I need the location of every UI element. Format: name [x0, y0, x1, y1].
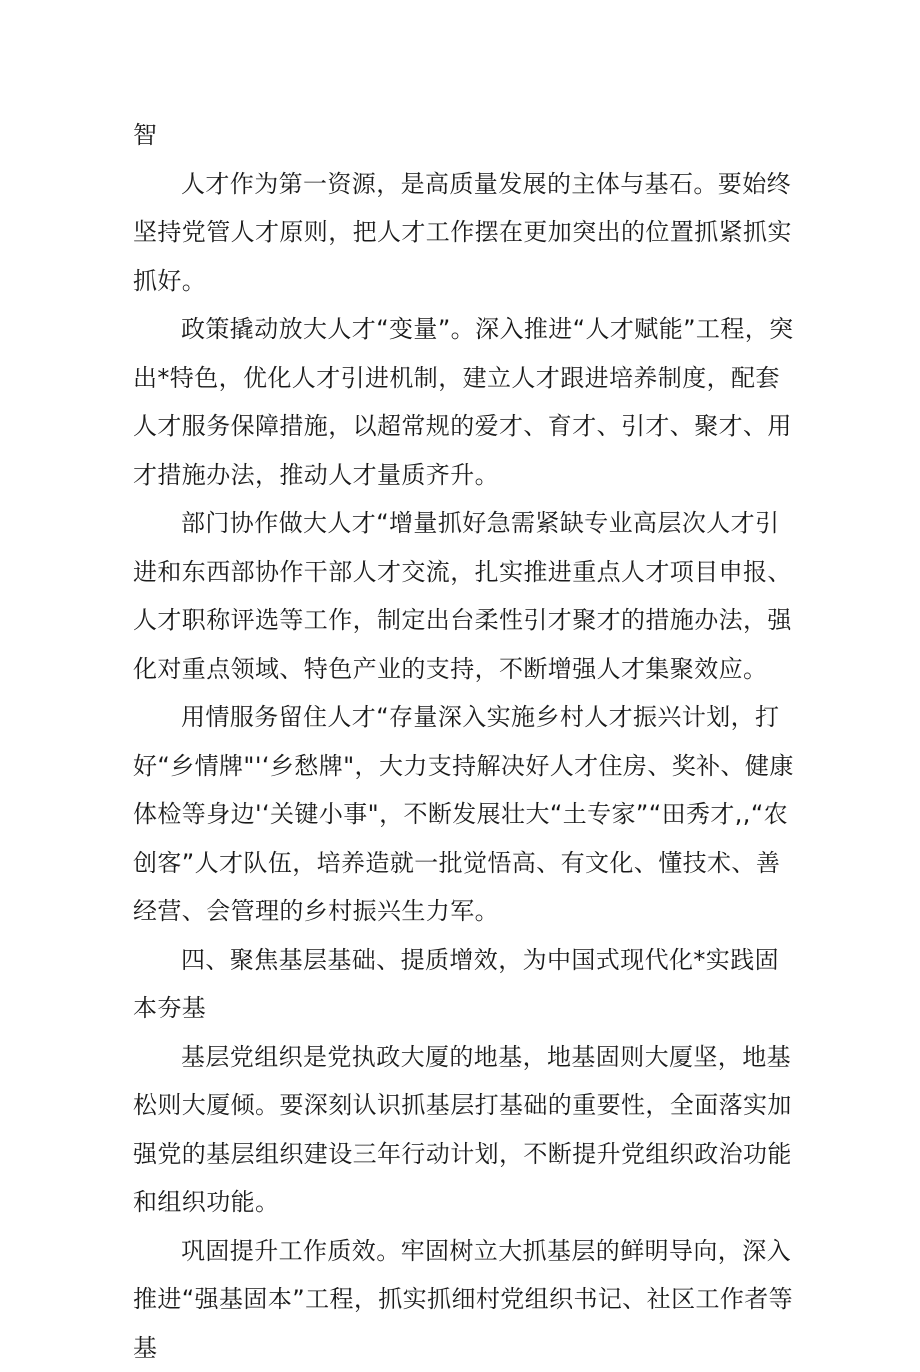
- paragraph-talent-resource: 人才作为第一资源，是高质量发展的主体与基石。要始终坚持党管人才原则，把人才工作摆在更加突出的位置抓紧抓实抓好。: [133, 160, 795, 306]
- paragraph-fragment: 智: [133, 111, 795, 160]
- paragraph-policy-variable: 政策撬动放大人才“变量”。深入推进“人才赋能”工程，突出*特色，优化人才引进机制，建立人才跟进培养制度，配套人才服务保障措施，以超常规的爱才、育才、引才、聚才、用才措施办法，推动人才量质齐升。: [133, 305, 795, 499]
- paragraph-department-increment: 部门协作做大人才“增量抓好急需紧缺专业高层次人才引进和东西部协作干部人才交流，扎实推进重点人才项目申报、人才职称评选等工作，制定出台柔性引才聚才的措施办法，强化对重点领域、特色产业的支持，不断增强人才集聚效应。: [133, 499, 795, 693]
- paragraph-grassroots-foundation: 基层党组织是党执政大厦的地基，地基固则大厦坚，地基松则大厦倾。要深刻认识抓基层打基础的重要性，全面落实加强党的基层组织建设三年行动计划，不断提升党组织政治功能和组织功能。: [133, 1033, 795, 1227]
- document-body: [133, 111, 795, 1372]
- paragraph-work-quality: 巩固提升工作质效。牢固树立大抓基层的鲜明导向，深入推进“强基固本”工程，抓实抓细村党组织书记、社区工作者等基: [133, 1227, 795, 1372]
- section-heading-four: 四、聚焦基层基础、提质增效，为中国式现代化*实践固本夯基: [133, 936, 795, 1033]
- paragraph-service-stock: 用情服务留住人才“存量深入实施乡村人才振兴计划，打好“乡情牌"'‘乡愁牌"，大力支持解决好人才住房、奖补、健康体检等身边'‘关键小事"，不断发展壮大“土专家”“田秀才,,“农创客”人才队伍，培养造就一批觉悟高、有文化、懂技术、善经营、会管理的乡村振兴生力军。: [133, 693, 795, 936]
